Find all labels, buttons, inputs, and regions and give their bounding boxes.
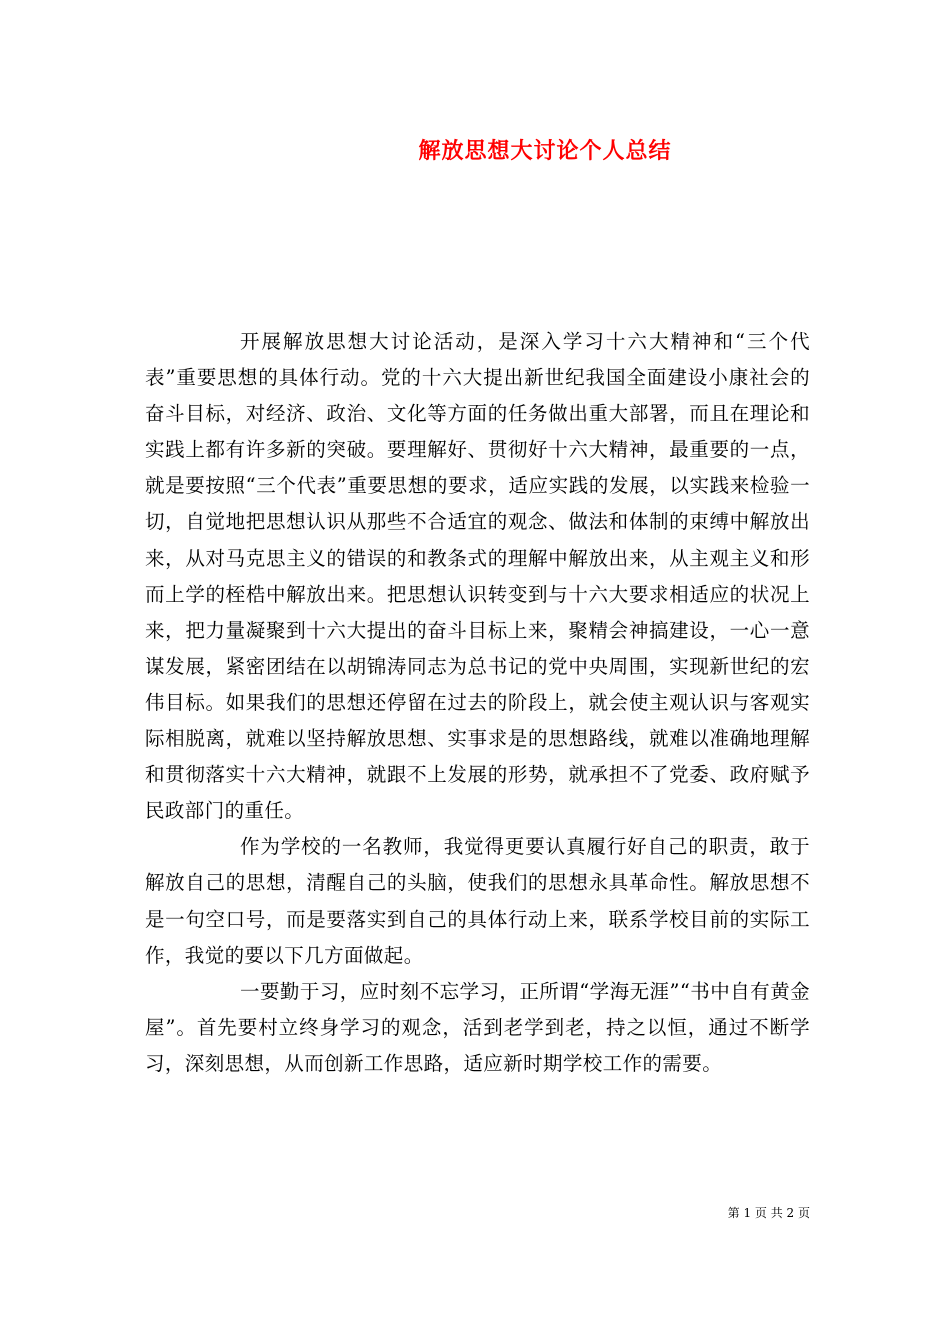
paragraph-study: 一要勤于习，应时刻不忘学习，正所谓“学海无涯”“书中自有黄金屋”。首先要村立终身学习的观念，活到老学到老，持之以恒，通过不断学习，深刻思想，从而创新工作思路，适应新时期学校工作的需要。 xyxy=(145,979,810,1075)
paragraph-intro: 开展解放思想大讨论活动，是深入学习十六大精神和“三个代表”重要思想的具体行动。党的十六大提出新世纪我国全面建设小康社会的奋斗目标，对经济、政治、文化等方面的任务做出重大部署，而且在理论和实践上都有许多新的突破。要理解好、贯彻好十六大精神，最重要的一点，就是要按照“三个代表”重要思想的要求，适应实践的发展，以实践来检验一切，自觉地把思想认识从那些不合适宜的观念、做法和体制的束缚中解放出来，从对马克思主义的错误的和教条式的理解中解放出来，从主观主义和形而上学的桎梏中解放出来。把思想认识转变到与十六大要求相适应的状况上来，把力量凝聚到十六大提出的奋斗目标上来，聚精会神搞建设，一心一意谋发展，紧密团结在以胡锦涛同志为总书记的党中央周围，实现新世纪的宏伟目标。如果我们的思想还停留在过去的阶段上，就会使主观认识与客观实际相脱离，就难以坚持解放思想、实事求是的思想路线，就难以准确地理解和贯彻落实十六大精神，就跟不上发展的形势，就承担不了党委、政府赋予民政部门的重任。 xyxy=(145,330,810,823)
document-title: 解放思想大讨论个人总结 xyxy=(418,138,672,164)
paragraph-teacher-duty: 作为学校的一名教师，我觉得更要认真履行好自己的职责，敢于解放自己的思想，清醒自己的头脑，使我们的思想永具革命性。解放思想不是一句空口号，而是要落实到自己的具体行动上来，联系学校目前的实际工作，我觉的要以下几方面做起。 xyxy=(145,835,810,967)
document-body xyxy=(145,324,810,1082)
page-number-footer: 第 1 页 共 2 页 xyxy=(727,1206,810,1220)
